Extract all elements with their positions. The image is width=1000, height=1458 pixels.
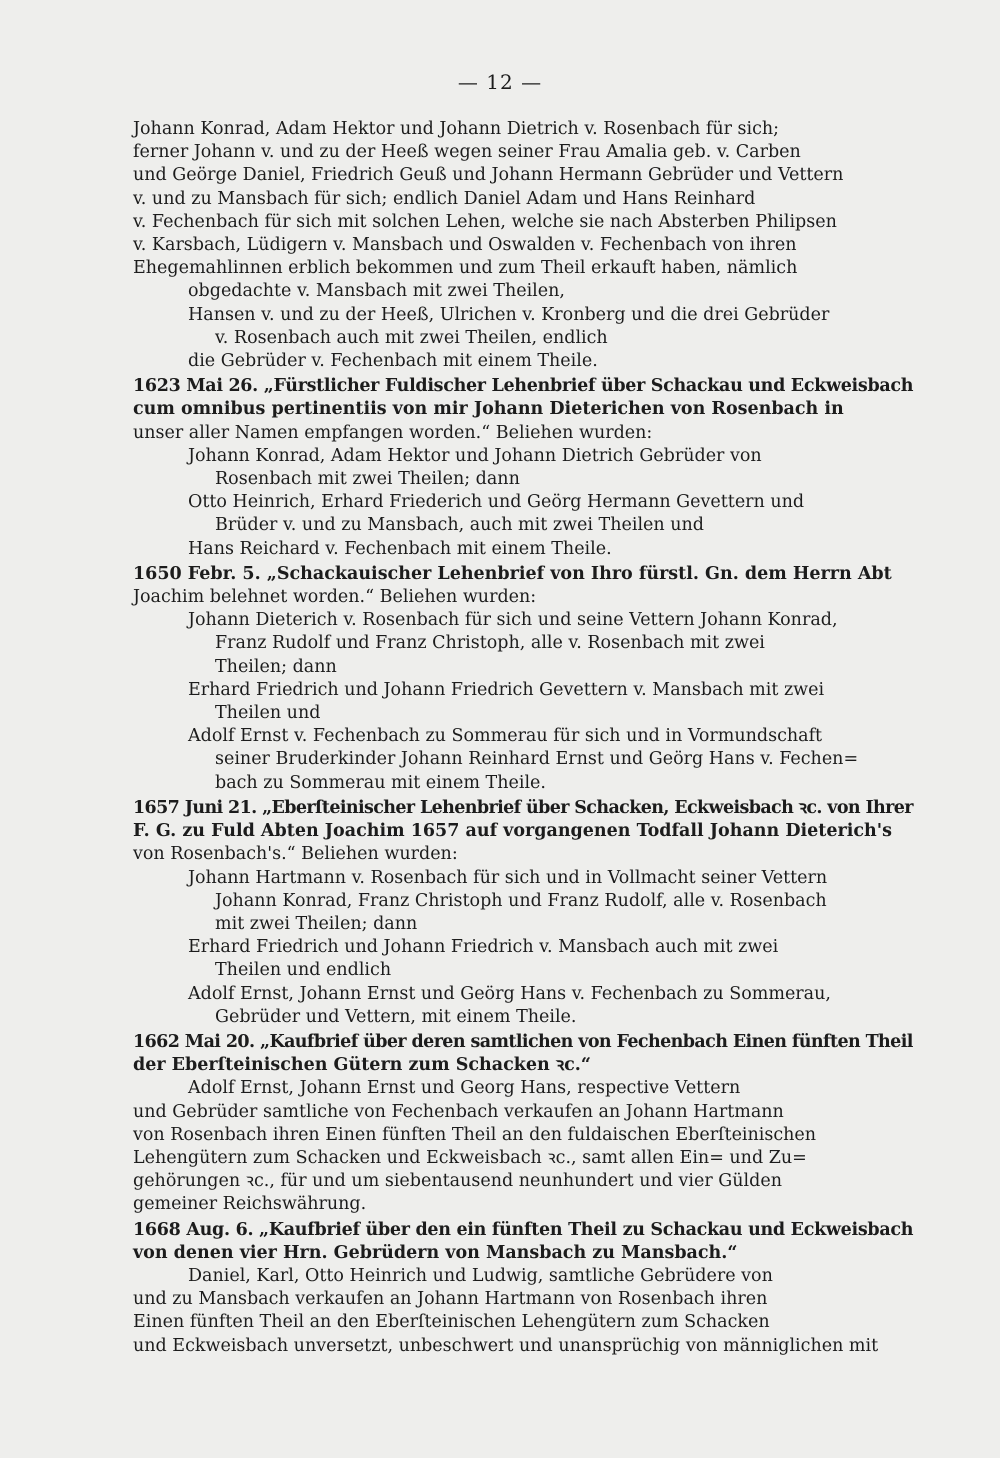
text-line: bach zu Sommerau mit einem Theile. bbox=[215, 772, 546, 793]
text-line: Theilen und endlich bbox=[215, 960, 392, 981]
text-line: gehörungen ꝛc., für und um siebentausend neunhundert und vier Gülden bbox=[133, 1171, 782, 1192]
text-line: und zu Mansbach verkaufen an Johann Hartmann von Rosenbach ihren bbox=[133, 1289, 768, 1310]
text-line: und Geörge Daniel, Friedrich Geuß und Johann Hermann Gebrüder und Vettern bbox=[133, 165, 844, 186]
text-line: der Eberſteinischen Gütern zum Schacken ꝛc.“ bbox=[133, 1055, 591, 1076]
text-line: 1623 Mai 26. „Fürstlicher Fuldischer Lehenbrief über Schackau und Eckweisbach bbox=[133, 376, 914, 397]
text-line: und Gebrüder samtliche von Fechenbach verkaufen an Johann Hartmann bbox=[133, 1101, 784, 1122]
text-line: cum omnibus pertinentiis von mir Johann Dieterichen von Rosenbach in bbox=[133, 399, 844, 420]
text-line: v. Rosenbach auch mit zwei Theilen, endlich bbox=[215, 327, 608, 348]
text-line: Einen fünften Theil an den Eberſteinischen Lehengütern zum Schacken bbox=[133, 1312, 770, 1333]
text-line: Hans Reichard v. Fechenbach mit einem Theile. bbox=[188, 538, 612, 559]
text-line: Johann Dieterich v. Rosenbach für sich und seine Vettern Johann Konrad, bbox=[188, 610, 838, 631]
text-line: Johann Konrad, Adam Hektor und Johann Dietrich v. Rosenbach für sich; bbox=[133, 119, 780, 139]
body-text bbox=[133, 118, 913, 1358]
text-line: 1657 Juni 21. „Eberſteinischer Lehenbrief über Schacken, Eckweisbach ꝛc. von Ihrer bbox=[133, 797, 913, 818]
text-line: 1650 Febr. 5. „Schackauischer Lehenbrief von Ihro fürstl. Gn. dem Herrn Abt bbox=[133, 563, 892, 584]
text-line: gemeiner Reichswährung. bbox=[133, 1194, 367, 1215]
text-line: von Rosenbach's.“ Beliehen wurden: bbox=[133, 844, 458, 865]
text-line: Franz Rudolf und Franz Christoph, alle v. Rosenbach mit zwei bbox=[215, 633, 765, 654]
text-line: Brüder v. und zu Mansbach, auch mit zwei Theilen und bbox=[215, 515, 704, 536]
text-line: 1668 Aug. 6. „Kaufbrief über den ein fünften Theil zu Schackau und Eckweisbach bbox=[133, 1219, 914, 1240]
text-line: Adolf Ernst, Johann Ernst und Geörg Hans v. Fechenbach zu Sommerau, bbox=[188, 983, 831, 1004]
text-line: Hansen v. und zu der Heeß, Ulrichen v. Kronberg und die drei Gebrüder bbox=[188, 304, 830, 325]
page-number: — 12 — bbox=[457, 70, 543, 94]
text-line: v. und zu Mansbach für sich; endlich Daniel Adam und Hans Reinhard bbox=[133, 188, 756, 209]
text-line: Adolf Ernst, Johann Ernst und Georg Hans, respective Vettern bbox=[188, 1078, 741, 1099]
text-line: mit zwei Theilen; dann bbox=[215, 913, 418, 934]
text-line: von denen vier Hrn. Gebrüdern von Mansbach zu Mansbach.“ bbox=[133, 1242, 738, 1263]
text-line: 1662 Mai 20. „Kaufbrief über deren samtlichen von Fechenbach Einen fünften Theil bbox=[133, 1031, 913, 1052]
text-line: unser aller Namen empfangen worden.“ Beliehen wurden: bbox=[133, 422, 653, 443]
text-line: Adolf Ernst v. Fechenbach zu Sommerau für sich und in Vormundschaft bbox=[188, 726, 823, 747]
text-line: v. Fechenbach für sich mit solchen Lehen, welche sie nach Absterben Philipsen bbox=[133, 211, 837, 232]
text-line: Erhard Friedrich und Johann Friedrich v. Mansbach auch mit zwei bbox=[188, 937, 779, 958]
text-line: obgedachte v. Mansbach mit zwei Theilen, bbox=[188, 281, 565, 302]
text-line: seiner Bruderkinder Johann Reinhard Ernst und Geörg Hans v. Fechen= bbox=[215, 749, 859, 770]
text-line: Johann Konrad, Franz Christoph und Franz Rudolf, alle v. Rosenbach bbox=[215, 890, 827, 911]
text-line: ferner Johann v. und zu der Heeß wegen seiner Frau Amalia geb. v. Carben bbox=[133, 142, 801, 163]
text-line: F. G. zu Fuld Abten Joachim 1657 auf vorgangenen Todfall Johann Dieterich's bbox=[133, 821, 892, 842]
text-line: Joachim belehnet worden.“ Beliehen wurden: bbox=[133, 587, 537, 608]
text-line: Ehegemahlinnen erblich bekommen und zum Theil erkauft haben, nämlich bbox=[133, 258, 798, 279]
text-line: Theilen; dann bbox=[215, 656, 337, 677]
text-line: Gebrüder und Vettern, mit einem Theile. bbox=[215, 1006, 577, 1027]
text-line: und Eckweisbach unversetzt, unbeschwert und unansprüchig von männiglichen mit bbox=[133, 1335, 879, 1356]
text-line: Daniel, Karl, Otto Heinrich und Ludwig, samtliche Gebrüdere von bbox=[188, 1265, 773, 1286]
text-line: Rosenbach mit zwei Theilen; dann bbox=[215, 469, 520, 490]
text-line: die Gebrüder v. Fechenbach mit einem Theile. bbox=[188, 351, 598, 372]
text-line: Erhard Friedrich und Johann Friedrich Gevettern v. Mansbach mit zwei bbox=[188, 679, 825, 700]
text-line: Johann Hartmann v. Rosenbach für sich und in Vollmacht seiner Vettern bbox=[188, 867, 828, 888]
text-line: Theilen und bbox=[215, 703, 321, 724]
text-line: von Rosenbach ihren Einen fünften Theil an den fuldaischen Eberſteinischen bbox=[133, 1124, 817, 1145]
text-line: v. Karsbach, Lüdigern v. Mansbach und Oswalden v. Fechenbach von ihren bbox=[133, 235, 797, 256]
text-line: Lehengütern zum Schacken und Eckweisbach ꝛc., samt allen Ein= und Zu= bbox=[133, 1147, 807, 1168]
text-line: Johann Konrad, Adam Hektor und Johann Dietrich Gebrüder von bbox=[188, 445, 762, 466]
text-line: Otto Heinrich, Erhard Friederich und Geörg Hermann Gevettern und bbox=[188, 492, 805, 513]
